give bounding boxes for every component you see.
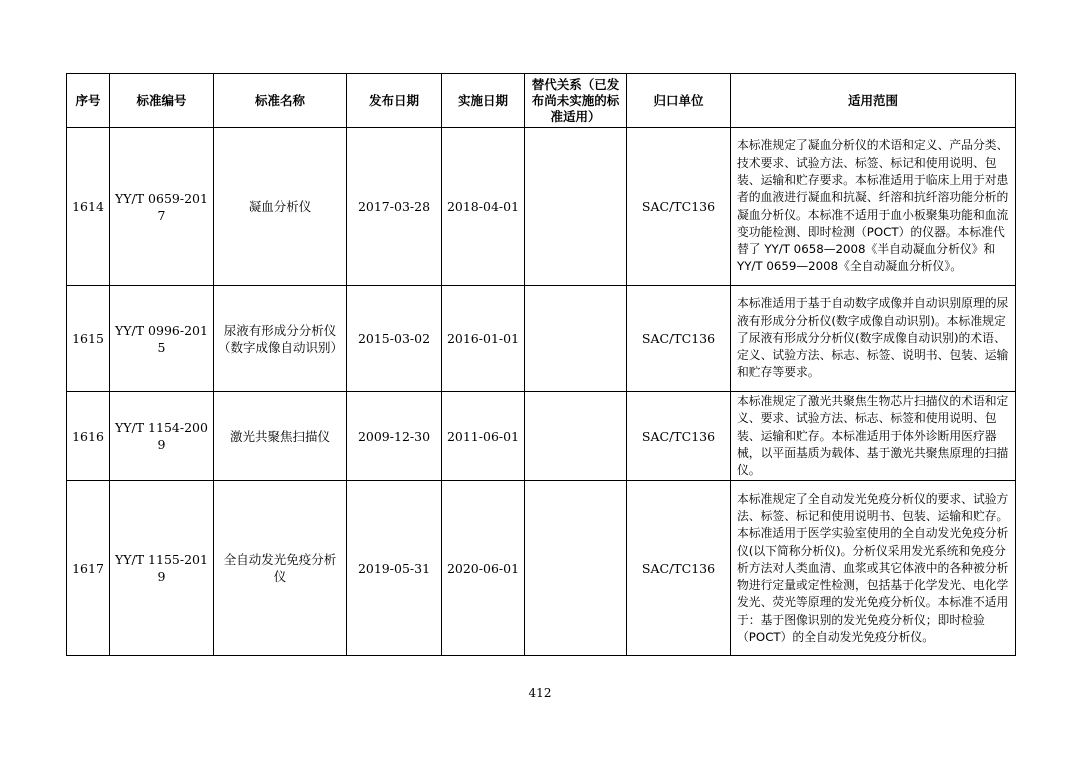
header-scope: 适用范围 — [731, 74, 1016, 128]
cell-scope: 本标准规定了全自动发光免疫分析仪的要求、试验方法、标签、标记和使用说明书、包装、运输和贮存。本标准适用于医学实验室使用的全自动发光免疫分析仪(以下简称分析仪)。分析仪采用发光系统和免疫分析方法对人类血清、血浆或其它体液中的各种被分析物进行定量或定性检测，包括基于化学发光、电化学发光、荧光等原理的发光免疫分析仪。本标准不适用于：基于图像识别的发光免疫分析仪；即时检验（POCT）的全自动发光免疫分析仪。 — [731, 481, 1016, 656]
cell-replacement — [525, 481, 627, 656]
table-header-row — [67, 74, 1016, 128]
cell-scope: 本标准适用于基于自动数字成像并自动识别原理的尿液有形成分分析仪(数字成像自动识别)。本标准规定了尿液有形成分分析仪(数字成像自动识别)的术语、定义、试验方法、标志、标签、说明书、包装、运输和贮存等要求。 — [731, 286, 1016, 392]
cell-name: 凝血分析仪 — [214, 128, 347, 286]
header-name: 标准名称 — [214, 74, 347, 128]
cell-unit: SAC/TC136 — [627, 286, 731, 392]
cell-replacement — [525, 392, 627, 481]
cell-publish-date: 2009-12-30 — [347, 392, 442, 481]
cell-seq: 1615 — [67, 286, 110, 392]
cell-replacement — [525, 128, 627, 286]
cell-implement-date: 2018-04-01 — [442, 128, 525, 286]
cell-implement-date: 2020-06-01 — [442, 481, 525, 656]
cell-publish-date: 2015-03-02 — [347, 286, 442, 392]
table-row — [67, 392, 1016, 481]
cell-scope: 本标准规定了激光共聚焦生物芯片扫描仪的术语和定义、要求、试验方法、标志、标签和使用说明、包装、运输和贮存。本标准适用于体外诊断用医疗器械，以平面基质为载体、基于激光共聚焦原理的扫描仪。 — [731, 392, 1016, 481]
cell-publish-date: 2019-05-31 — [347, 481, 442, 656]
cell-publish-date: 2017-03-28 — [347, 128, 442, 286]
cell-code: YY/T 1155-2019 — [110, 481, 214, 656]
table-row — [67, 481, 1016, 656]
cell-name: 激光共聚焦扫描仪 — [214, 392, 347, 481]
cell-code: YY/T 0659-2017 — [110, 128, 214, 286]
table-row — [67, 286, 1016, 392]
cell-name: 全自动发光免疫分析仪 — [214, 481, 347, 656]
cell-seq: 1616 — [67, 392, 110, 481]
standards-table — [66, 73, 1016, 656]
header-implement-date: 实施日期 — [442, 74, 525, 128]
cell-implement-date: 2016-01-01 — [442, 286, 525, 392]
page-number: 412 — [528, 686, 552, 700]
cell-unit: SAC/TC136 — [627, 392, 731, 481]
cell-replacement — [525, 286, 627, 392]
cell-code: YY/T 0996-2015 — [110, 286, 214, 392]
cell-code: YY/T 1154-2009 — [110, 392, 214, 481]
cell-seq: 1614 — [67, 128, 110, 286]
header-code: 标准编号 — [110, 74, 214, 128]
cell-name: 尿液有形成分分析仪（数字成像自动识别） — [214, 286, 347, 392]
cell-seq: 1617 — [67, 481, 110, 656]
cell-scope: 本标准规定了凝血分析仪的术语和定义、产品分类、技术要求、试验方法、标签、标记和使用说明、包装、运输和贮存要求。本标准适用于临床上用于对患者的血液进行凝血和抗凝、纤溶和抗纤溶功能分析的凝血分析仪。本标准不适用于血小板聚集功能和血流变功能检测、即时检测（POCT）的仪器。本标准代替了 YY/T 0658—2008《半自动凝血分析仪》和 YY/T 0659—2008《全自动凝血分析仪》。 — [731, 128, 1016, 286]
header-publish-date: 发布日期 — [347, 74, 442, 128]
header-replacement: 替代关系（已发布尚未实施的标准适用） — [525, 74, 627, 128]
header-seq: 序号 — [67, 74, 110, 128]
header-unit: 归口单位 — [627, 74, 731, 128]
table-row — [67, 128, 1016, 286]
cell-unit: SAC/TC136 — [627, 128, 731, 286]
cell-implement-date: 2011-06-01 — [442, 392, 525, 481]
cell-unit: SAC/TC136 — [627, 481, 731, 656]
